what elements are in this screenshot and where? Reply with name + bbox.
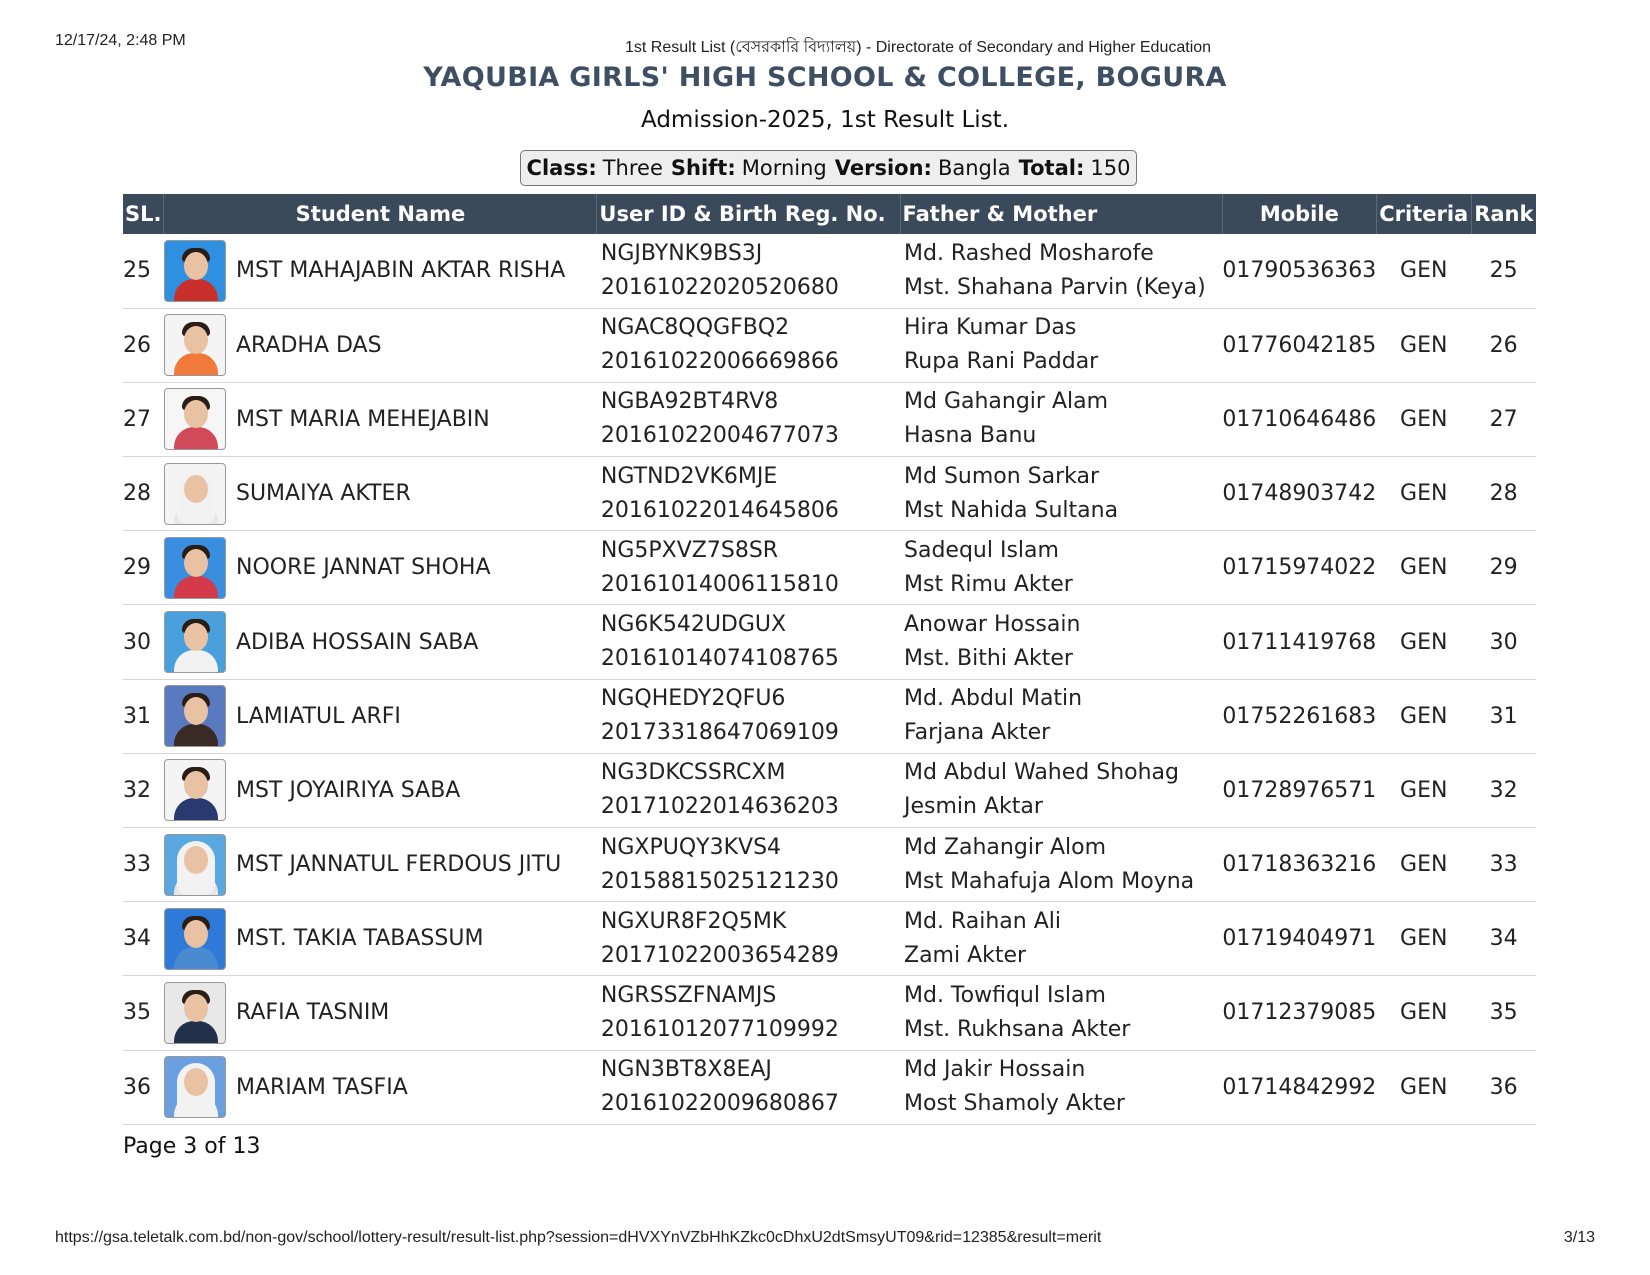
row-ids bbox=[597, 382, 900, 456]
user-id: NGN3BT8X8EAJ bbox=[600, 1057, 772, 1083]
student-photo bbox=[164, 685, 226, 747]
mother-name: Most Shamoly Akter bbox=[904, 1091, 1125, 1117]
student-photo bbox=[164, 982, 226, 1044]
row-rank: 28 bbox=[1489, 481, 1518, 507]
print-page-title: 1st Result List (বেসরকারি বিদ্যালয়) - Directorate of Secondary and Higher Education bbox=[625, 39, 1212, 56]
row-rank: 30 bbox=[1489, 629, 1518, 655]
row-mobile: 01748903742 bbox=[1222, 481, 1377, 507]
row-student bbox=[164, 753, 597, 827]
row-ids bbox=[597, 828, 900, 902]
student-name: MST. TAKIA TABASSUM bbox=[235, 926, 484, 952]
table-row bbox=[123, 382, 1536, 456]
father-name: Md Jakir Hossain bbox=[904, 1057, 1086, 1083]
row-criteria: GEN bbox=[1400, 258, 1448, 284]
mother-name: Mst Nahida Sultana bbox=[904, 497, 1119, 523]
mother-name: Mst Mahafuja Alom Moyna bbox=[904, 868, 1195, 894]
table-row bbox=[123, 457, 1536, 531]
row-rank: 36 bbox=[1489, 1074, 1518, 1100]
birth-reg-no: 20161014074108765 bbox=[600, 646, 839, 672]
table-row bbox=[123, 902, 1536, 976]
photo-body-shape bbox=[174, 427, 218, 450]
row-mobile: 01711419768 bbox=[1222, 629, 1377, 655]
row-parents bbox=[900, 753, 1222, 827]
row-ids bbox=[597, 605, 900, 679]
birth-reg-no: 20161022020520680 bbox=[600, 274, 839, 300]
mother-name: Mst. Shahana Parvin (Keya) bbox=[904, 274, 1206, 300]
row-criteria: GEN bbox=[1400, 332, 1448, 358]
table-row bbox=[123, 234, 1536, 308]
photo-face-shape bbox=[184, 475, 208, 503]
table-row bbox=[123, 679, 1536, 753]
row-sl: 26 bbox=[123, 332, 151, 358]
row-criteria: GEN bbox=[1400, 555, 1448, 581]
user-id: NG3DKCSSRCXM bbox=[600, 760, 786, 786]
row-mobile: 01776042185 bbox=[1222, 332, 1377, 358]
print-footer bbox=[55, 1229, 1595, 1251]
total-value: 150 bbox=[1090, 156, 1131, 180]
header-student-name: Student Name bbox=[164, 194, 597, 234]
row-rank: 35 bbox=[1489, 1000, 1518, 1026]
student-name: ADIBA HOSSAIN SABA bbox=[235, 629, 479, 655]
shift-label: Shift: bbox=[670, 156, 736, 180]
photo-body-shape bbox=[174, 1021, 218, 1044]
row-student bbox=[164, 605, 597, 679]
photo-face-shape bbox=[184, 697, 208, 725]
father-name: Md. Towfiqul Islam bbox=[904, 982, 1106, 1008]
header-criteria: Criteria bbox=[1376, 194, 1471, 234]
row-sl: 36 bbox=[123, 1074, 151, 1100]
student-name-wrap bbox=[164, 759, 597, 821]
row-criteria: GEN bbox=[1400, 406, 1448, 432]
birth-reg-no: 20161022004677073 bbox=[600, 423, 839, 449]
row-mobile: 01719404971 bbox=[1222, 926, 1377, 952]
version-label: Version: bbox=[834, 156, 932, 180]
user-id: NG6K542UDGUX bbox=[600, 612, 787, 638]
row-rank: 26 bbox=[1489, 332, 1518, 358]
row-parents bbox=[900, 531, 1222, 605]
father-name: Md Zahangir Alom bbox=[904, 834, 1107, 860]
table-header-row bbox=[123, 194, 1536, 234]
row-mobile: 01718363216 bbox=[1222, 852, 1377, 878]
student-photo bbox=[164, 908, 226, 970]
mother-name: Farjana Akter bbox=[904, 720, 1051, 746]
row-student bbox=[164, 679, 597, 753]
row-criteria: GEN bbox=[1400, 926, 1448, 952]
row-mobile: 01728976571 bbox=[1222, 777, 1377, 803]
photo-face-shape bbox=[184, 623, 208, 651]
photo-face-shape bbox=[184, 771, 208, 799]
row-sl: 34 bbox=[123, 926, 151, 952]
student-photo bbox=[164, 1056, 226, 1118]
birth-reg-no: 20161022009680867 bbox=[600, 1091, 839, 1117]
mother-name: Hasna Banu bbox=[904, 423, 1037, 449]
row-rank: 31 bbox=[1489, 703, 1518, 729]
row-sl: 25 bbox=[123, 258, 151, 284]
photo-body-shape bbox=[174, 798, 218, 821]
student-name: MST MAHAJABIN AKTAR RISHA bbox=[235, 258, 566, 284]
print-url: https://gsa.teletalk.com.bd/non-gov/school/lottery-result/result-list.php?session=dHVXYnVZbHhKZkc0cDhxU2dtSmsyUT09&rid=12385&result=merit bbox=[55, 1229, 1102, 1246]
student-name-wrap bbox=[164, 463, 597, 525]
row-ids bbox=[597, 902, 900, 976]
row-sl: 28 bbox=[123, 481, 151, 507]
photo-body-shape bbox=[174, 353, 218, 376]
version-value: Bangla bbox=[937, 156, 1011, 180]
photo-body-shape bbox=[174, 724, 218, 747]
row-mobile: 01714842992 bbox=[1222, 1074, 1377, 1100]
row-sl: 32 bbox=[123, 777, 151, 803]
student-name: MST JOYAIRIYA SABA bbox=[235, 777, 461, 803]
row-student bbox=[164, 382, 597, 456]
student-photo bbox=[164, 240, 226, 302]
row-student bbox=[164, 457, 597, 531]
mother-name: Rupa Rani Paddar bbox=[904, 349, 1099, 375]
father-name: Md Abdul Wahed Shohag bbox=[904, 760, 1179, 786]
mother-name: Jesmin Aktar bbox=[904, 794, 1043, 820]
row-sl: 30 bbox=[123, 629, 151, 655]
student-name-wrap bbox=[164, 388, 597, 450]
student-name-wrap bbox=[164, 314, 597, 376]
header-sl: SL. bbox=[123, 194, 164, 234]
photo-face-shape bbox=[184, 400, 208, 428]
print-page-count: 3/13 bbox=[1563, 1229, 1595, 1246]
row-parents bbox=[900, 308, 1222, 382]
student-photo bbox=[164, 463, 226, 525]
row-ids bbox=[597, 234, 900, 308]
birth-reg-no: 20161012077109992 bbox=[600, 1016, 839, 1042]
row-parents bbox=[900, 902, 1222, 976]
row-mobile: 01712379085 bbox=[1222, 1000, 1377, 1026]
header-user-id-birth-reg: User ID & Birth Reg. No. bbox=[597, 194, 900, 234]
user-id: NGAC8QQGFBQ2 bbox=[600, 315, 790, 341]
student-name-wrap bbox=[164, 611, 597, 673]
table-row bbox=[123, 1050, 1536, 1124]
row-sl: 31 bbox=[123, 703, 151, 729]
user-id: NG5PXVZ7S8SR bbox=[600, 537, 779, 563]
row-student bbox=[164, 1050, 597, 1124]
row-ids bbox=[597, 1050, 900, 1124]
photo-face-shape bbox=[184, 846, 208, 874]
photo-body-shape bbox=[174, 650, 218, 673]
row-ids bbox=[597, 531, 900, 605]
row-criteria: GEN bbox=[1400, 1000, 1448, 1026]
row-parents bbox=[900, 457, 1222, 531]
table-row bbox=[123, 828, 1536, 902]
student-name: NOORE JANNAT SHOHA bbox=[235, 555, 491, 581]
photo-body-shape bbox=[174, 279, 218, 302]
row-rank: 27 bbox=[1489, 406, 1518, 432]
student-name: MARIAM TASFIA bbox=[235, 1074, 408, 1100]
row-mobile: 01752261683 bbox=[1222, 703, 1377, 729]
student-name-wrap bbox=[164, 908, 597, 970]
father-name: Md. Rashed Mosharofe bbox=[904, 240, 1154, 266]
row-criteria: GEN bbox=[1400, 777, 1448, 803]
student-name-wrap bbox=[164, 537, 597, 599]
user-id: NGTND2VK6MJE bbox=[600, 463, 778, 489]
student-name: ARADHA DAS bbox=[235, 332, 382, 358]
row-criteria: GEN bbox=[1400, 1074, 1448, 1100]
photo-face-shape bbox=[184, 326, 208, 354]
header-father-mother: Father & Mother bbox=[900, 194, 1222, 234]
father-name: Anowar Hossain bbox=[904, 612, 1081, 638]
row-parents bbox=[900, 828, 1222, 902]
row-student bbox=[164, 828, 597, 902]
row-student bbox=[164, 234, 597, 308]
row-parents bbox=[900, 605, 1222, 679]
row-ids bbox=[597, 976, 900, 1050]
user-id: NGJBYNK9BS3J bbox=[600, 240, 763, 266]
table-row bbox=[123, 605, 1536, 679]
result-list-subtitle: Admission-2025, 1st Result List. bbox=[640, 107, 1010, 133]
row-ids bbox=[597, 457, 900, 531]
row-rank: 25 bbox=[1489, 258, 1518, 284]
birth-reg-no: 20171022003654289 bbox=[600, 942, 839, 968]
birth-reg-no: 20161014006115810 bbox=[600, 571, 839, 597]
student-photo bbox=[164, 388, 226, 450]
photo-face-shape bbox=[184, 549, 208, 577]
student-name-wrap bbox=[164, 240, 597, 302]
student-photo bbox=[164, 834, 226, 896]
student-name: LAMIATUL ARFI bbox=[235, 703, 401, 729]
father-name: Md. Abdul Matin bbox=[904, 686, 1083, 712]
student-name: MST JANNATUL FERDOUS JITU bbox=[235, 852, 562, 878]
father-name: Md. Raihan Ali bbox=[904, 908, 1061, 934]
photo-face-shape bbox=[184, 994, 208, 1022]
student-photo bbox=[164, 537, 226, 599]
user-id: NGRSSZFNAMJS bbox=[600, 982, 777, 1008]
mother-name: Zami Akter bbox=[904, 942, 1027, 968]
class-info-box bbox=[520, 150, 1137, 186]
row-sl: 27 bbox=[123, 406, 151, 432]
table-row bbox=[123, 753, 1536, 827]
student-name: SUMAIYA AKTER bbox=[235, 481, 411, 507]
row-rank: 32 bbox=[1489, 777, 1518, 803]
row-mobile: 01790536363 bbox=[1222, 258, 1377, 284]
birth-reg-no: 20161022014645806 bbox=[600, 497, 839, 523]
photo-face-shape bbox=[184, 1068, 208, 1096]
father-name: Hira Kumar Das bbox=[904, 315, 1077, 341]
birth-reg-no: 20171022014636203 bbox=[600, 794, 839, 820]
student-name: MST MARIA MEHEJABIN bbox=[235, 406, 490, 432]
user-id: NGXUR8F2Q5MK bbox=[600, 908, 787, 934]
father-name: Md Sumon Sarkar bbox=[904, 463, 1100, 489]
row-parents bbox=[900, 679, 1222, 753]
student-photo bbox=[164, 611, 226, 673]
row-parents bbox=[900, 234, 1222, 308]
results-table-body bbox=[123, 234, 1536, 1124]
shift-value: Morning bbox=[741, 156, 827, 180]
row-ids bbox=[597, 753, 900, 827]
print-datetime: 12/17/24, 2:48 PM bbox=[55, 32, 186, 49]
table-row bbox=[123, 976, 1536, 1050]
row-parents bbox=[900, 1050, 1222, 1124]
row-sl: 33 bbox=[123, 852, 151, 878]
row-parents bbox=[900, 976, 1222, 1050]
student-name-wrap bbox=[164, 685, 597, 747]
row-student bbox=[164, 531, 597, 605]
row-criteria: GEN bbox=[1400, 629, 1448, 655]
row-sl: 29 bbox=[123, 555, 151, 581]
user-id: NGXPUQY3KVS4 bbox=[600, 834, 782, 860]
photo-face-shape bbox=[184, 920, 208, 948]
row-ids bbox=[597, 679, 900, 753]
student-photo bbox=[164, 759, 226, 821]
row-criteria: GEN bbox=[1400, 481, 1448, 507]
school-name: YAQUBIA GIRLS' HIGH SCHOOL & COLLEGE, BOGURA bbox=[423, 62, 1227, 93]
father-name: Md Gahangir Alam bbox=[904, 389, 1109, 415]
mother-name: Mst. Bithi Akter bbox=[904, 646, 1073, 672]
table-row bbox=[123, 531, 1536, 605]
row-mobile: 01715974022 bbox=[1222, 555, 1377, 581]
total-label: Total: bbox=[1018, 156, 1085, 180]
row-student bbox=[164, 308, 597, 382]
student-name-wrap bbox=[164, 1056, 597, 1118]
table-row bbox=[123, 308, 1536, 382]
row-student bbox=[164, 976, 597, 1050]
student-photo bbox=[164, 314, 226, 376]
mother-name: Mst Rimu Akter bbox=[904, 571, 1073, 597]
student-name: RAFIA TASNIM bbox=[235, 1000, 390, 1026]
birth-reg-no: 20173318647069109 bbox=[600, 720, 839, 746]
page-number-note: Page 3 of 13 bbox=[123, 1134, 261, 1159]
results-table bbox=[123, 194, 1536, 1125]
birth-reg-no: 20158815025121230 bbox=[600, 868, 839, 894]
row-criteria: GEN bbox=[1400, 852, 1448, 878]
row-parents bbox=[900, 382, 1222, 456]
row-rank: 29 bbox=[1489, 555, 1518, 581]
photo-body-shape bbox=[174, 576, 218, 599]
print-header bbox=[55, 32, 1595, 54]
mother-name: Mst. Rukhsana Akter bbox=[904, 1016, 1131, 1042]
father-name: Sadequl Islam bbox=[904, 537, 1059, 563]
row-ids bbox=[597, 308, 900, 382]
birth-reg-no: 20161022006669866 bbox=[600, 349, 839, 375]
user-id: NGQHEDY2QFU6 bbox=[600, 686, 786, 712]
row-student bbox=[164, 902, 597, 976]
row-mobile: 01710646486 bbox=[1222, 406, 1377, 432]
user-id: NGBA92BT4RV8 bbox=[600, 389, 779, 415]
class-value: Three bbox=[602, 156, 663, 180]
row-criteria: GEN bbox=[1400, 703, 1448, 729]
student-name-wrap bbox=[164, 982, 597, 1044]
row-rank: 34 bbox=[1489, 926, 1518, 952]
photo-face-shape bbox=[184, 252, 208, 280]
header-rank: Rank bbox=[1474, 202, 1534, 226]
row-rank: 33 bbox=[1489, 852, 1518, 878]
header-mobile: Mobile bbox=[1222, 194, 1376, 234]
photo-body-shape bbox=[174, 947, 218, 970]
student-name-wrap bbox=[164, 834, 597, 896]
row-sl: 35 bbox=[123, 1000, 151, 1026]
class-label: Class: bbox=[526, 156, 597, 180]
